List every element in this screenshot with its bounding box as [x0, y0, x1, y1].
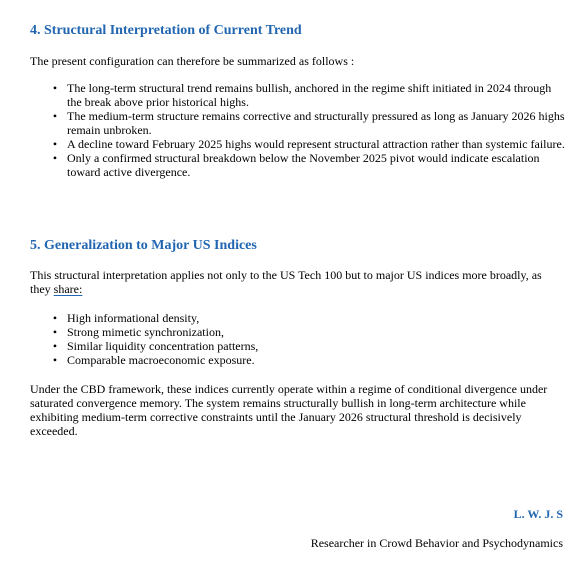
list-item: [30, 325, 565, 339]
section-5-conclusion: Under the CBD framework, these indices currently operate within a regime of conditional divergence under saturated convergence memory. The system remains structurally bullish in long-term architecture while exhibiting medium-term corrective constraints until the January 2026 structural threshold is decisively exceeded.: [30, 382, 548, 438]
author-initials: L. W. J. S: [513, 507, 563, 521]
list-item-text: Similar liquidity concentration patterns,: [67, 339, 259, 353]
list-item-text: A decline toward February 2025 highs would represent structural attraction rather than systemic failure.: [67, 137, 565, 151]
section-5-intro-text: This structural interpretation applies not only to the US Tech 100 but to major US indices more broadly, as they: [30, 268, 542, 296]
list-item: [30, 109, 565, 137]
bullet-icon: •: [52, 109, 58, 123]
list-item-text: Strong mimetic synchronization,: [67, 325, 224, 339]
list-item: [30, 311, 565, 325]
bullet-icon: •: [52, 353, 58, 367]
section-4-heading: 4. Structural Interpretation of Current Trend: [30, 23, 302, 38]
bullet-icon: •: [52, 81, 58, 95]
section-5-bullet-list: [30, 311, 565, 367]
list-item-text: The long-term structural trend remains bullish, anchored in the regime shift initiated in 2024 through the break above prior historical highs.: [67, 81, 552, 109]
list-item-text: Comparable macroeconomic exposure.: [67, 353, 255, 367]
bullet-icon: •: [52, 137, 58, 151]
section-5-heading: 5. Generalization to Major US Indices: [30, 238, 257, 253]
list-item: [30, 353, 565, 367]
section-5-intro-underlined: share:: [53, 282, 83, 296]
section-4-intro: The present configuration can therefore be summarized as follows :: [30, 54, 355, 68]
author-role: Researcher in Crowd Behavior and Psychodynamics: [310, 536, 563, 550]
list-item-text: Only a confirmed structural breakdown below the November 2025 pivot would indicate escalation toward active divergence.: [67, 151, 540, 179]
bullet-icon: •: [52, 339, 58, 353]
list-item: [30, 81, 565, 109]
list-item-text: High informational density,: [67, 311, 200, 325]
list-item-text: The medium-term structure remains corrective and structurally pressured as long as January 2026 highs remain unbroken.: [67, 109, 565, 137]
bullet-icon: •: [52, 311, 58, 325]
list-item: [30, 151, 565, 179]
list-item: [30, 137, 565, 151]
section-4-bullet-list: [30, 81, 565, 179]
bullet-icon: •: [52, 325, 58, 339]
section-5-intro: [30, 268, 565, 296]
bullet-icon: •: [52, 151, 58, 165]
list-item: [30, 339, 565, 353]
